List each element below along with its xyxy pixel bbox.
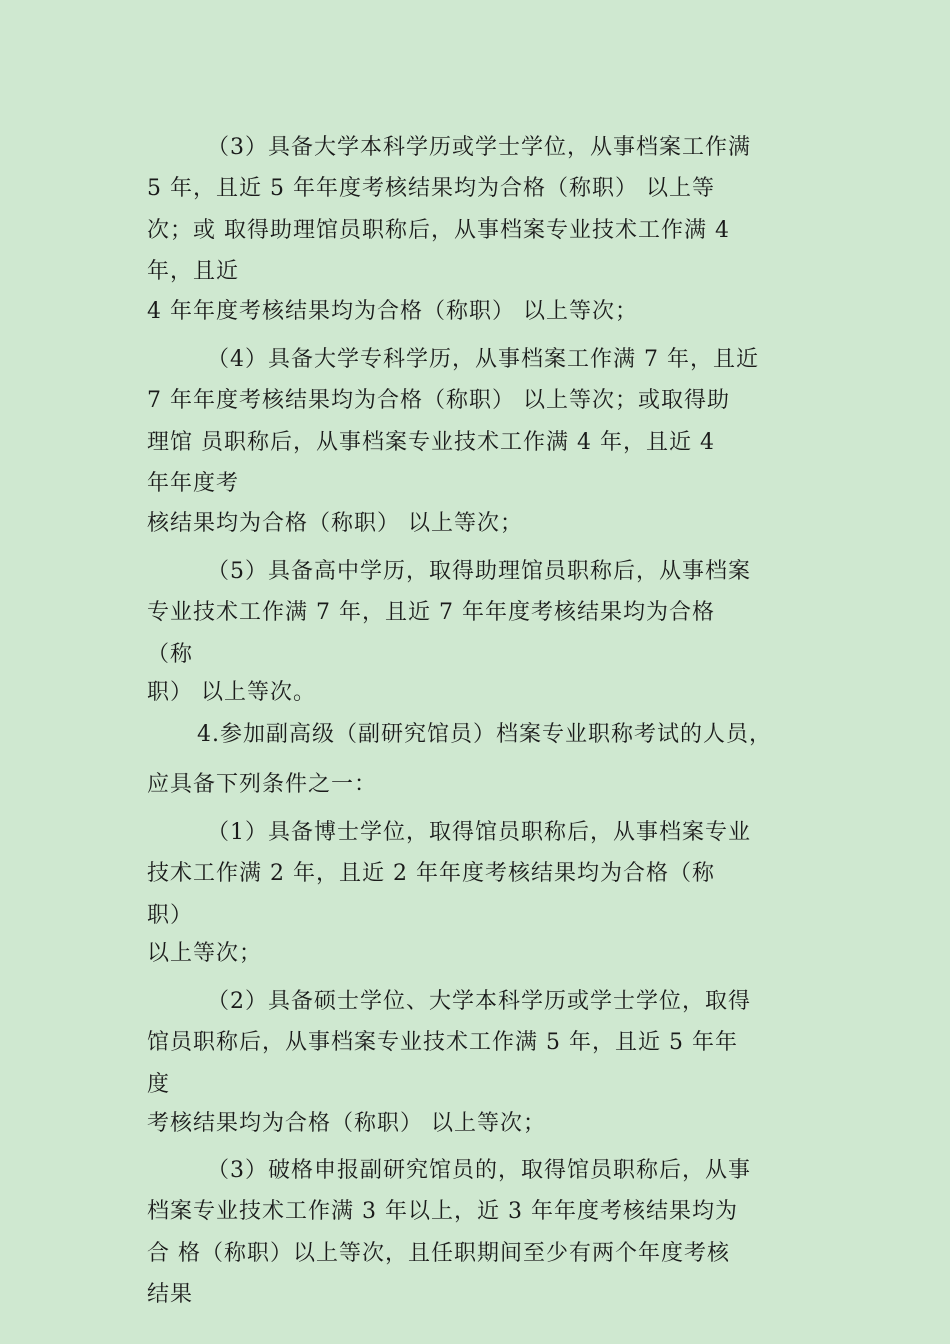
text-line: （5）具备高中学历，取得助理馆员职称后，从事档案 bbox=[207, 559, 751, 584]
text-line: 技术工作满 2 年，且近 2 年年度考核结果均为合格（称 bbox=[147, 861, 715, 886]
text-line: 5 年，且近 5 年年度考核结果均为合格（称职） 以上等 bbox=[147, 176, 715, 201]
text-line: 度 bbox=[147, 1072, 171, 1097]
text-line: （2）具备硕士学位、大学本科学历或学士学位，取得 bbox=[207, 989, 751, 1014]
text-line: 结果 bbox=[147, 1282, 194, 1307]
text-line: 馆员职称后，从事档案专业技术工作满 5 年，且近 5 年年 bbox=[147, 1030, 738, 1055]
text-line: 4.参加副高级（副研究馆员）档案专业职称考试的人员， bbox=[197, 722, 772, 747]
text-line: 核结果均为合格（称职） 以上等次； bbox=[147, 511, 523, 536]
text-line: 年，且近 bbox=[147, 259, 240, 284]
text-line: 应具备下列条件之一： bbox=[147, 772, 378, 797]
text-line: 理馆 员职称后，从事档案专业技术工作满 4 年，且近 4 bbox=[147, 430, 715, 455]
text-line: 合 格（称职）以上等次，且任职期间至少有两个年度考核 bbox=[147, 1241, 730, 1266]
text-line: 次；或 取得助理馆员职称后，从事档案专业技术工作满 4 bbox=[147, 218, 730, 243]
text-line: 档案专业技术工作满 3 年以上，近 3 年年度考核结果均为 bbox=[147, 1199, 738, 1224]
text-line: 7 年年度考核结果均为合格（称职） 以上等次；或取得助 bbox=[147, 388, 730, 413]
text-line: 职） 以上等次。 bbox=[147, 680, 316, 705]
text-line: 年年度考 bbox=[147, 471, 240, 496]
text-line: （3）破格申报副研究馆员的，取得馆员职称后，从事 bbox=[207, 1158, 751, 1183]
text-line: 以上等次； bbox=[147, 941, 263, 966]
text-line: 职） bbox=[147, 903, 194, 928]
text-line: （4）具备大学专科学历，从事档案工作满 7 年，且近 bbox=[207, 347, 759, 372]
text-line: （1）具备博士学位，取得馆员职称后，从事档案专业 bbox=[207, 820, 751, 845]
text-line: （称 bbox=[147, 642, 194, 667]
text-line: 考核结果均为合格（称职） 以上等次； bbox=[147, 1111, 546, 1136]
text-line: 4 年年度考核结果均为合格（称职） 以上等次； bbox=[147, 299, 638, 324]
text-line: （3）具备大学本科学历或学士学位，从事档案工作满 bbox=[207, 135, 751, 160]
text-line: 专业技术工作满 7 年，且近 7 年年度考核结果均为合格 bbox=[147, 600, 715, 625]
